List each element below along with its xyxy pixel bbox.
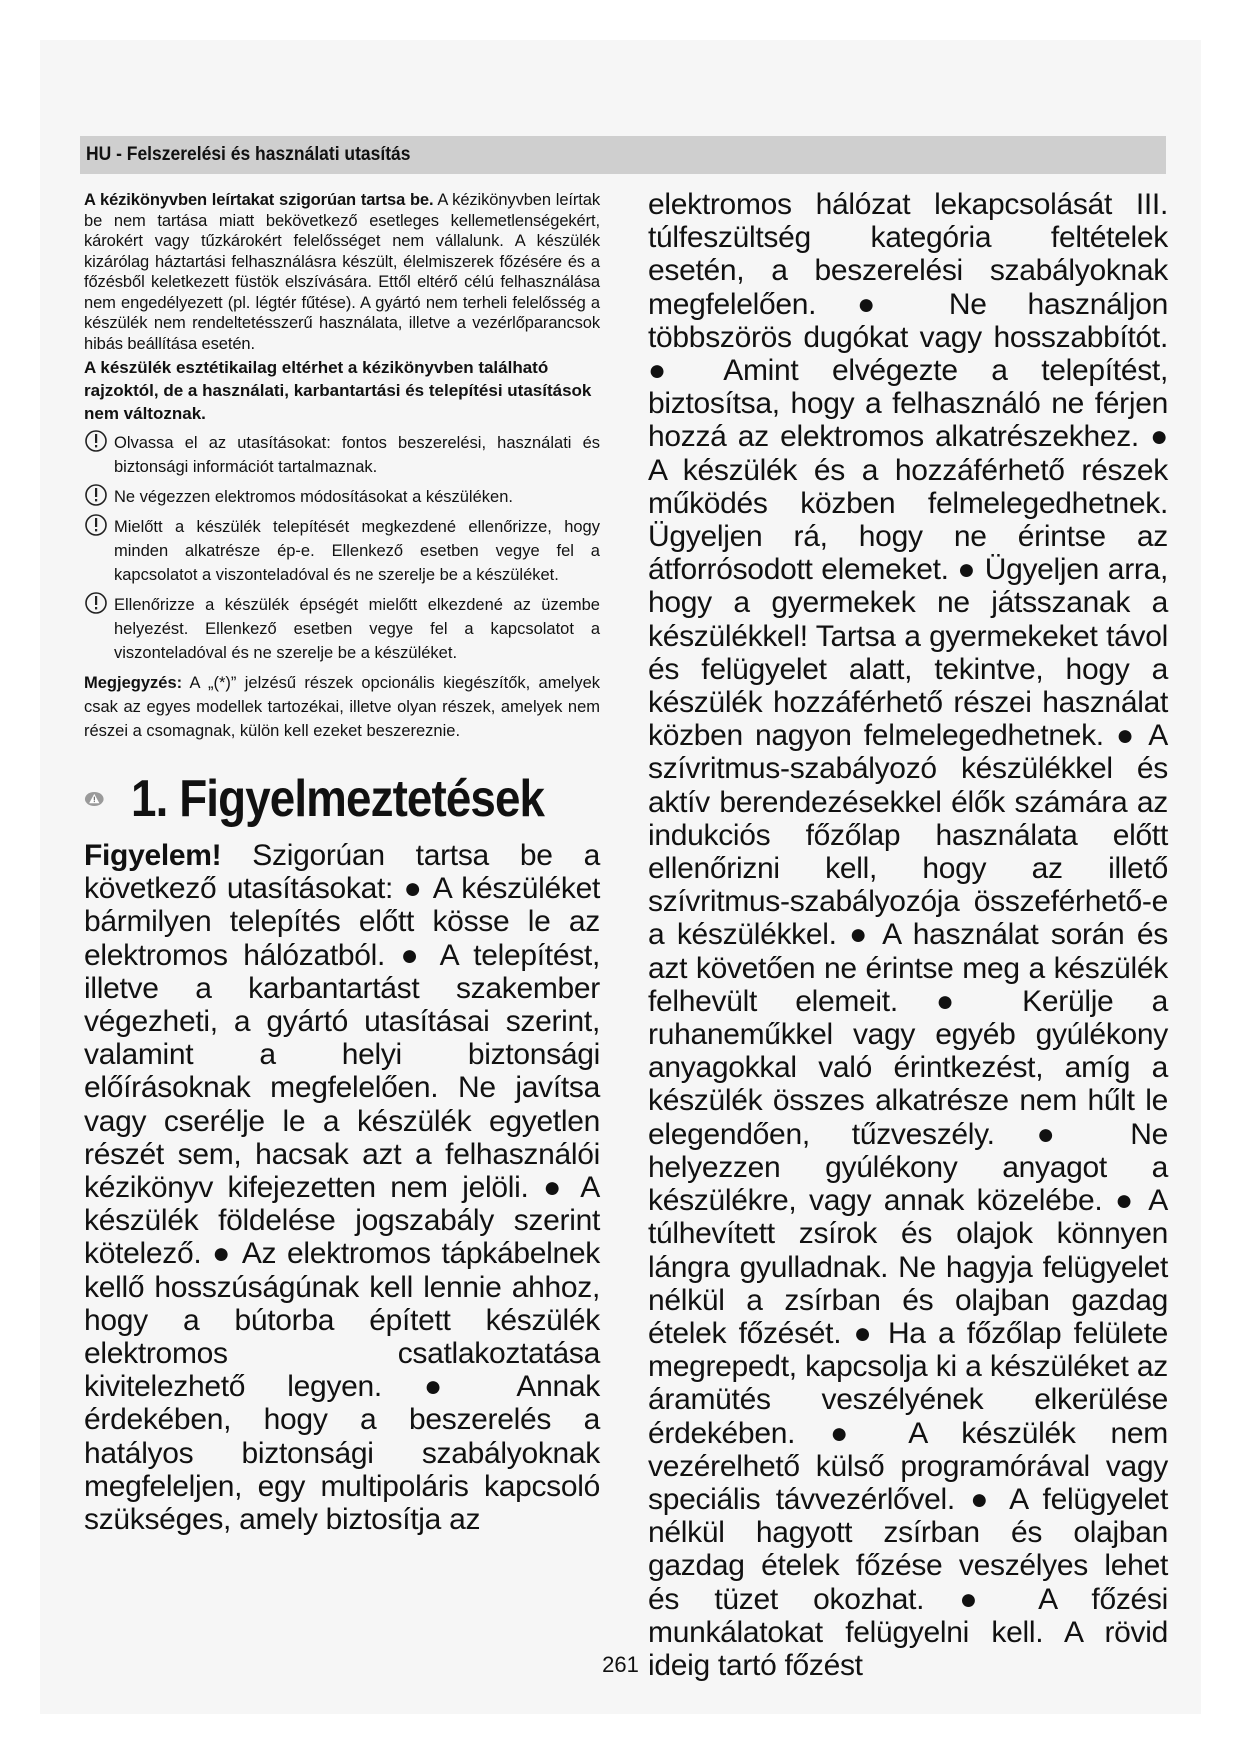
note-paragraph xyxy=(84,671,600,743)
note-label: Megjegyzés: xyxy=(84,674,183,692)
section-heading xyxy=(84,769,600,829)
header-bar xyxy=(80,136,1166,174)
left-column xyxy=(84,190,600,1536)
info-warning-icon xyxy=(84,591,114,615)
header-title: HU - Felszerelési és használati utasítás xyxy=(86,144,411,165)
warning-triangle-icon xyxy=(84,782,105,816)
right-column xyxy=(648,188,1168,1682)
intro-lead: A kézikönyvben leírtakat szigorúan tartsa be. xyxy=(84,191,434,209)
section-left-text xyxy=(84,839,600,1536)
info-warning-icon xyxy=(84,429,114,453)
note-text: A „(*)” jelzésű részek opcionális kiegészítők, amelyek csak az egyes modellek tartozékai, illetve olyan részek, amelyek nem részei a csomagnak, külön kell ezeket beszereznie. xyxy=(84,674,600,740)
warning-item xyxy=(84,593,600,665)
warning-text: Mielőtt a készülék telepítését megkezdené ellenőrizze, hogy minden alkatrésze ép-e. Ellenkező esetben vegye fel a kapcsolatot a viszonteladóval és ne szerelje be a készüléket. xyxy=(114,518,600,584)
section-title: 1. Figyelmeztetések xyxy=(130,770,544,828)
warning-item xyxy=(84,431,600,479)
section-lead: Figyelem! xyxy=(84,839,222,872)
warning-text: Olvassa el az utasításokat: fontos beszerelési, használati és biztonsági információt tartalmaznak. xyxy=(114,434,600,476)
warning-item xyxy=(84,485,600,509)
info-warning-icon xyxy=(84,483,114,507)
page-number: 261 xyxy=(602,1652,639,1677)
info-warning-icon xyxy=(84,513,114,537)
warning-text: Ne végezzen elektromos módosításokat a készüléken. xyxy=(114,488,513,506)
intro-paragraph xyxy=(84,190,600,354)
section-right-text: elektromos hálózat lekapcsolását III. túlfeszültség kategória feltételek esetén, a beszerelési szabályoknak megfelelően. ● Ne használjon többszörös dugókat vagy hosszabbítót. ● Amint elvégezte a telepítést, biztosítsa, hogy a felhasználó ne férjen hozzá az elektromos alkatrészekhez. ● A készülék és a hozzáférhető részek működés közben felmelegedhetnek. Ügyeljen rá, hogy ne érintse az átforrósodott elemeket. ● Ügyeljen arra, hogy a gyermekek ne játsszanak a készülékkel! Tartsa a gyermekeket távol és felügyelet alatt, tekintve, hogy a készülék hozzáférhető részei használat közben nagyon felmelegedhetnek. ● A szívritmus-szabályozó készülékkel és aktív berendezésekkel élők számára az indukciós főzőlap használata előtt ellenőrizni kell, hogy az illető szívritmus-szabályozója összeférhető-e a készülékkel. ● A használat során és azt követően ne érintse meg a készülék felhevült elemeit. ● Kerülje a ruhaneműkkel vagy egyéb gyúlékony anyagokkal való érintkezést, amíg a készülék összes alkatrésze nem hűlt le elegendően, tűzveszély. ● Ne helyezzen gyúlékony anyagot a készülékre, vagy annak közelébe. ● A túlhevített zsírok és olajok könnyen lángra gyulladnak. Ne hagyja felügyelet nélkül a zsírban és olajban gazdag ételek főzését. ● Ha a főzőlap felülete megrepedt, kapcsolja ki a készüléket az áramütés veszélyének elkerülése érdekében. ● A készülék nem vezérelhető külső programórával vagy speciális távvezérlővel. ● A felügyelet nélkül hagyott zsírban és olajban gazdag ételek főzése veszélyes lehet és tüzet okozhat. ● A főzési munkálatokat felügyelni kell. A rövid ideig tartó főzést xyxy=(648,188,1168,1682)
intro-text: A kézikönyvben leírtak be nem tartása miatt bekövetkező esetleges kellemetlenségekért, károkért vagy tűzkárokért felelősséget nem vállalunk. A készülék kizárólag háztartási felhasználásra készült, élelmiszerek főzésére és a főzésből keletkezett füstök elszívására. Ettől eltérő célú felhasználása nem engedélyezett (pl. légtér fűtése). A gyártó nem terheli felelősség a készülék nem rendeltetésszerű használata, illetve a vezérlőparancsok hibás beállítása esetén. xyxy=(84,191,600,353)
section-left-body: Szigorúan tartsa be a következő utasításokat: ● A készüléket bármilyen telepítés előtt kösse le az elektromos hálózatból. ● A telepítést, illetve a karbantartást szakember végezheti, a gyártó utasításai szerint, valamint a helyi biztonsági előírásoknak megfelelően. Ne javítsa vagy cserélje le a készülék egyetlen részét sem, hacsak azt a felhasználói kézikönyv kifejezetten nem jelöli. ● A készülék földelése jogszabály szerint kötelező. ● Az elektromos tápkábelnek kellő hosszúságúnak kell lennie ahhoz, hogy a bútorba épített készülék elektromos csatlakoztatása kivitelezhető legyen. ● Annak érdekében, hogy a beszerelés a hatályos biztonsági szabályoknak megfeleljen, egy multipoláris kapcsoló szükséges, amely biztosítja az xyxy=(84,839,600,1537)
intro-bold-paragraph: A készülék esztétikailag eltérhet a kézikönyvben található rajzoktól, de a használati, karbantartási és telepítési utasítások nem változnak. xyxy=(84,358,592,423)
warning-item xyxy=(84,515,600,587)
warning-text: Ellenőrizze a készülék épségét mielőtt elkezdené az üzembe helyezést. Ellenkező esetben vegye fel a kapcsolatot a viszonteladóval és ne szerelje be a készüléket. xyxy=(114,596,600,662)
